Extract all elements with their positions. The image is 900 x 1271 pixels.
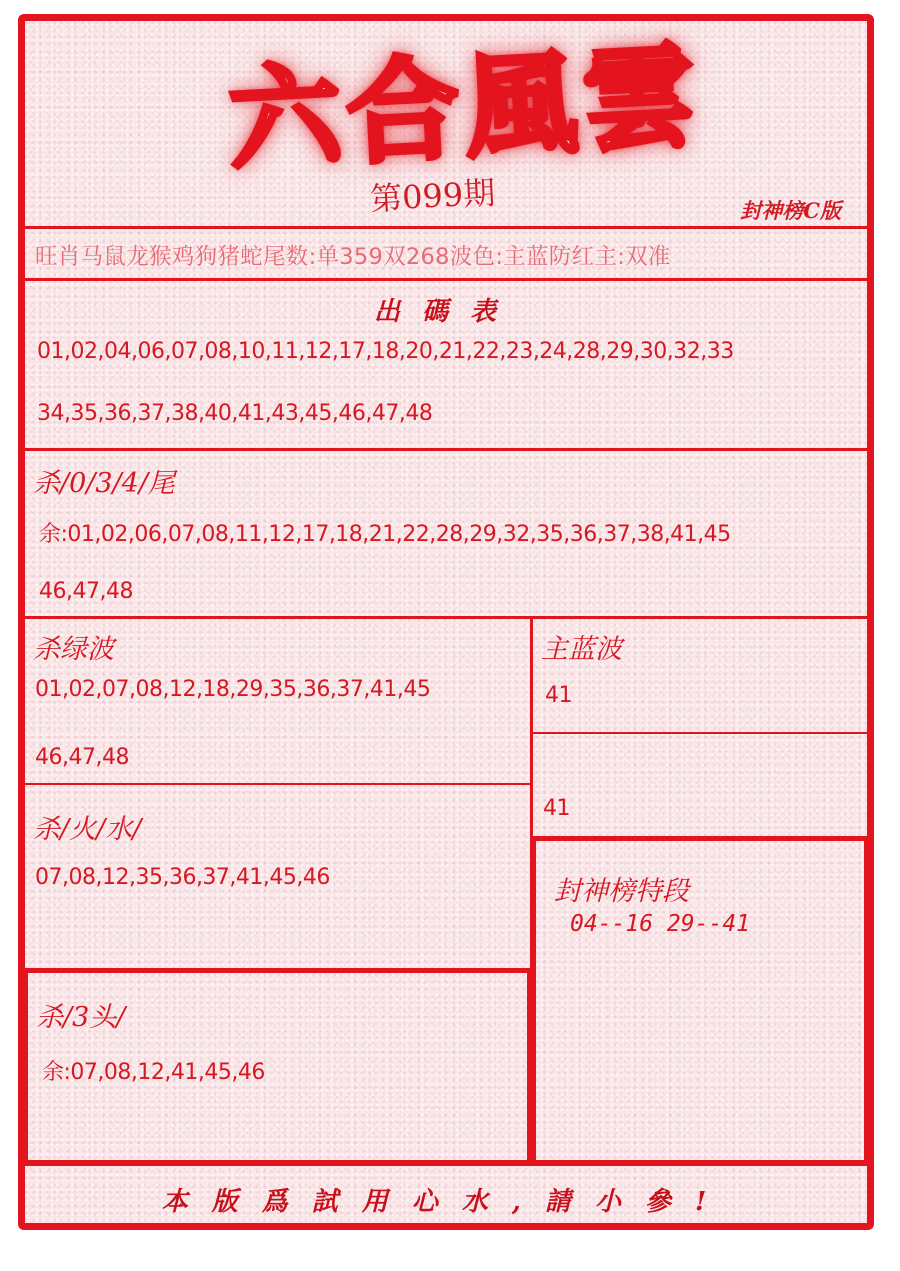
kill-element-line: 07,08,12,35,36,37,41,45,46 bbox=[35, 865, 330, 890]
special-segment-title: 封神榜特段 bbox=[554, 876, 689, 907]
kill-tail-title: 杀/0/3/4/尾 bbox=[33, 468, 175, 499]
kill-head-section bbox=[25, 970, 530, 1163]
info-text: 旺肖马鼠龙猴鸡狗猪蛇尾数:单359双268波色:主蓝防红主:双准 bbox=[35, 244, 671, 270]
middle-value: 41 bbox=[543, 796, 570, 821]
info-row bbox=[25, 229, 867, 281]
results-table-title: 出碼表 bbox=[373, 297, 518, 327]
kill-tail-line: 46,47,48 bbox=[39, 579, 133, 604]
kill-tail-section bbox=[25, 451, 867, 619]
kill-green-line: 46,47,48 bbox=[35, 745, 129, 770]
main-blue-section bbox=[533, 619, 867, 734]
footer-text: 本版爲試用心水,請小參! bbox=[161, 1187, 731, 1217]
header bbox=[25, 21, 867, 229]
middle-section bbox=[533, 734, 867, 838]
results-line: 34,35,36,37,38,40,41,43,45,46,47,48 bbox=[37, 401, 433, 426]
main-blue-title: 主蓝波 bbox=[541, 634, 622, 665]
results-line: 01,02,04,06,07,08,10,11,12,17,18,20,21,22,23,24,28,29,30,32,33 bbox=[37, 339, 734, 364]
kill-tail-line: 余:01,02,06,07,08,11,12,17,18,21,22,28,29,32,35,36,37,38,41,45 bbox=[39, 522, 731, 547]
footer bbox=[25, 1163, 867, 1223]
kill-head-line: 余:07,08,12,41,45,46 bbox=[42, 1060, 265, 1085]
special-segment-value: 04--16 29--41 bbox=[570, 911, 751, 937]
lottery-sheet bbox=[18, 14, 874, 1230]
issue-number: 第099期 bbox=[369, 173, 497, 219]
edition-label: 封神榜C版 bbox=[740, 198, 841, 223]
results-table-section bbox=[25, 281, 867, 451]
kill-green-line: 01,02,07,08,12,18,29,35,36,37,41,45 bbox=[35, 677, 431, 702]
page-title: 六合風雲 bbox=[225, 30, 705, 187]
kill-green-title: 杀绿波 bbox=[33, 634, 114, 665]
special-segment-section bbox=[533, 838, 867, 1163]
main-blue-value: 41 bbox=[545, 683, 572, 708]
kill-element-title: 杀/火/水/ bbox=[33, 814, 142, 845]
kill-green-section bbox=[25, 619, 530, 785]
kill-element-section bbox=[25, 785, 530, 970]
kill-head-title: 杀/3头/ bbox=[36, 1002, 126, 1033]
